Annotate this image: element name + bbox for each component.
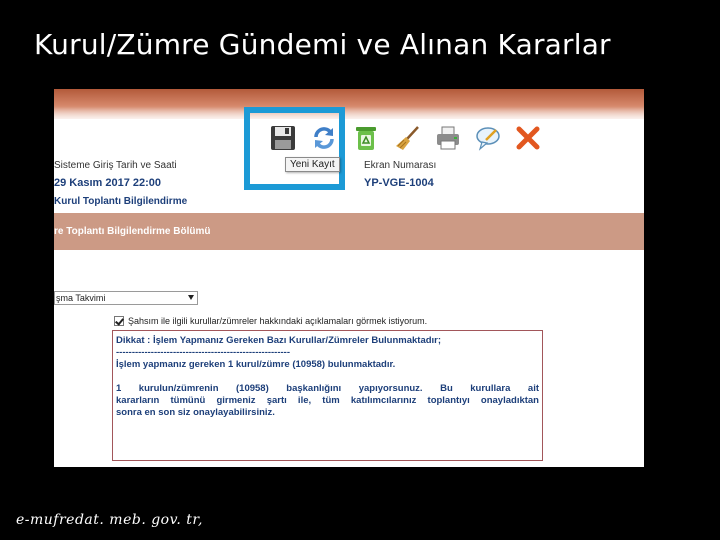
notice-line: İşlem yapmanız gereken 1 kurul/zümre (10958) bulunmaktadır.: [116, 359, 396, 370]
clear-button[interactable]: [394, 124, 422, 152]
section-bar-title: re Toplantı Bilgilendirme Bölümü: [54, 226, 211, 237]
notice-line: kararların tümünü girmeniz şartı ile, tüm katılımcılarınız toplantıyı onayladıktan: [116, 395, 539, 406]
notice-line: Dikkat : İşlem Yapmanız Gereken Bazı Kurullar/Zümreler Bulunmaktadır;: [116, 335, 442, 346]
entry-datetime-label: Sisteme Giriş Tarih ve Saati: [54, 160, 177, 171]
broom-icon: [394, 124, 422, 152]
comment-button[interactable]: [474, 124, 502, 152]
comment-icon: [474, 124, 502, 152]
footer-source: e-mufredat. meb. gov. tr,: [16, 512, 203, 528]
notice-divider: -------------------------------------------------------: [116, 347, 290, 358]
screen-number-label: Ekran Numarası: [364, 160, 437, 171]
entry-datetime-value: 29 Kasım 2017 22:00: [54, 177, 162, 189]
toolbar-highlight-box: [244, 107, 345, 190]
section-bar: [54, 213, 644, 250]
notice-line: sonra en son siz onaylayabilirsiniz.: [116, 407, 275, 418]
recycle-bin-icon: [352, 124, 380, 152]
app-screenshot: [54, 89, 644, 467]
print-button[interactable]: [434, 124, 462, 152]
header-banner-fade: [54, 107, 644, 125]
tooltip: Yeni Kayıt: [285, 157, 340, 172]
screen-number-value: YP-VGE-1004: [364, 177, 434, 189]
slide-title: Kurul/Zümre Gündemi ve Alınan Kararlar: [34, 28, 611, 61]
printer-icon: [434, 124, 462, 152]
close-button[interactable]: [514, 124, 542, 152]
recycle-bin-button[interactable]: [352, 124, 380, 152]
notice-box: [112, 330, 543, 461]
close-icon: [514, 124, 542, 152]
notice-line: 1 kurulun/zümrenin (10958) başkanlığını yapıyorsunuz. Bu kurullara ait: [116, 383, 539, 394]
chevron-down-icon: [188, 295, 194, 300]
select-value: şma Takvimi: [56, 293, 106, 303]
personal-info-checkbox-label: Şahsım ile ilgili kurullar/zümreler hakkındaki açıklamaları görmek istiyorum.: [128, 316, 428, 326]
meeting-type-select[interactable]: [54, 291, 198, 305]
personal-info-checkbox[interactable]: [114, 316, 124, 326]
section-title: Kurul Toplantı Bilgilendirme: [54, 196, 188, 207]
